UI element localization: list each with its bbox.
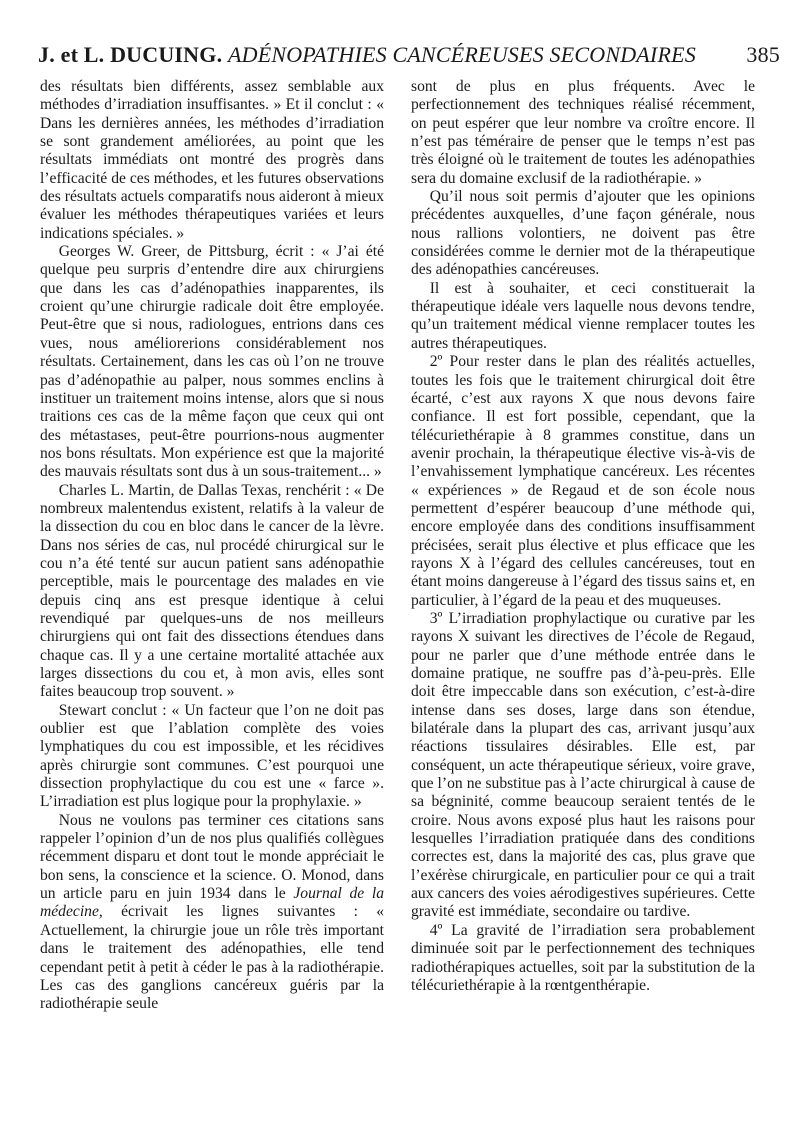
paragraph: Qu’il nous soit permis d’ajouter que les opinions précédentes auxquelles, d’une façon générale, nous nous rallions volontiers, ne doivent pas être considérées comme le dernier mot de la thérapeutique des adénopathies cancéreuses.: [411, 188, 755, 279]
paragraph: 3º L’irradiation prophylactique ou curative par les rayons X suivant les directives de l’école de Regaud, pour ne parler que d’une méthode entrée dans le domaine pratique, ne souffre pas d’à-peu-près. Elle doit être impeccable dans son exécution, c’est-à-dire intense dans ses doses, large dans son étendue, bilatérale dans la plupart des cas, arrivant jusqu’aux réactions tissulaires désirables. Elle est, par conséquent, un acte thérapeutique sérieux, voire grave, que l’on ne substitue pas à l’acte chirurgical à cause de sa bégninité, comme beaucoup seraient tentés de le croire. Nous avons exposé plus haut les raisons pour lesquelles l’irradiation pratiquée dans des conditions correctes est, dans la majorité des cas, plus grave que l’exérèse chirurgicale, en particulier pour ce qui a trait aux cancers des voies aérodigestives supérieures. Cette gravité est immédiate, secondaire ou tardive.: [411, 609, 755, 921]
paragraph: Charles L. Martin, de Dallas Texas, renchérit : « De nombreux malentendus existent, relatifs à la valeur de la dissection du cou en bloc dans le cancer de la lèvre. Dans nos séries de cas, nul procédé chirurgical sur le cou n’a été tenté sur aucun patient sans adénopathie perceptible, mais le pourcentage des malades en vie depuis cinq ans est presque identique à celui revendiqué par quelques-uns de nos meilleurs chirurgiens qui ont fait des dissections étendues dans chaque cas. Il y a une certaine mortalité attachée aux larges dissections du cou et, à mon avis, elles sont faites beaucoup trop souvent. »: [40, 481, 384, 701]
left-column: [40, 78, 384, 1014]
journal-title: Journal de la médecine,: [40, 885, 384, 921]
paragraph: Stewart conclut : « Un facteur que l’on ne doit pas oublier est que l’ablation complète des voies lymphatiques du cou est impossible, et les récidives après chirurgie sont communes. C’est pourquoi une dissection prophylactique du cou est une « farce ». L’irradiation est plus logique pour la prophylaxie. »: [40, 701, 384, 811]
paragraph-text: écrivait les lignes suivantes : « Actuellement, la chirurgie joue un rôle très important dans le traitement des adénopathies, elle tend cependant petit à petit à céder le pas à la radiothérapie. Les cas des ganglions cancéreux guéris par la radiothérapie seule: [40, 903, 384, 1013]
right-column: [411, 78, 755, 995]
running-header: [38, 42, 780, 76]
paragraph: [40, 812, 384, 1014]
paragraph: Il est à souhaiter, et ceci constituerait la thérapeutique idéale vers laquelle nous devons tendre, qu’un traitement médical vienne remplacer toutes les autres thérapeutiques.: [411, 279, 755, 352]
paragraph: 2º Pour rester dans le plan des réalités actuelles, toutes les fois que le traitement chirurgical doit être écarté, c’est aux rayons X que nous devons faire confiance. Il est fort possible, cependant, que la télécuriethérapie à 8 grammes constitue, dans un avenir prochain, la thérapeutique élective vis-à-vis de l’envahissement lymphatique cancéreux. Les récentes « expériences » de Regaud et de son école nous permettent d’espérer beaucoup d’une méthode qui, encore employée dans des conditions insuffisamment précisées, serait plus élective et plus efficace que les rayons X à l’égard des cellules cancéreuses, tout en étant moins dangereuse à l’égard des tissus sains et, en particulier, à l’égard de la peau et des muqueuses.: [411, 353, 755, 609]
paragraph: des résultats bien différents, assez semblable aux méthodes d’irradiation insuffisantes. » Et il conclut : « Dans les dernières années, les méthodes d’irradiation se sont grandement améliorées, au point que les résultats immédiats ont montré des progrès dans l’efficacité de ces méthodes, et les futures observations des résultats actuels comparatifs nous aideront à mieux évaluer les méthodes thérapeutiques variées et leurs indications spéciales. »: [40, 78, 384, 242]
paragraph: 4º La gravité de l’irradiation sera probablement diminuée soit par le perfectionnement des techniques radiothérapiques actuelles, soit par la substitution de la télécuriethérapie à la rœntgenthérapie.: [411, 921, 755, 994]
paragraph: Georges W. Greer, de Pittsburg, écrit : « J’ai été quelque peu surpris d’entendre dire aux chirurgiens que dans les cas d’adénopathies inapparentes, ils croient qu’une chirurgie radicale doit être employée. Peut-être que si nous, radiologues, entrions dans ces vues, nous améliorerions considérablement nos résultats. Certainement, dans les cas où l’on ne trouve pas d’adénopathie au palper, nous sommes enclins à instituer un traitement moins intense, alors que si nous traitions ces cas de la même façon que ceux qui ont des métastases, peut-être pourrions-nous augmenter nos bons résultats. Mon expérience est que la majorité des mauvais résultats sont dus à un sous-traitement... »: [40, 243, 384, 481]
paragraph-text: Nous ne voulons pas terminer ces citations sans rappeler l’opinion d’un de nos plus qualifiés collègues récemment disparu et dont tout le monde appréciait le bon sens, la conscience et la science. O. Monod, dans un article paru en juin 1934 dans le: [40, 811, 384, 903]
header-authors: J. et L. DUCUING.: [38, 42, 223, 67]
header-title: ADÉNOPATHIES CANCÉREUSES SECONDAIRES: [227, 42, 696, 67]
paragraph: sont de plus en plus fréquents. Avec le perfectionnement des techniques réalisé récemment, on peut espérer que leur nombre va croître encore. Il n’est pas téméraire de penser que le temps n’est pas très éloigné où le traitement de toutes les adénopathies sera du domaine exclusif de la radiothérapie. »: [411, 78, 755, 187]
page-number: 385: [746, 42, 780, 67]
